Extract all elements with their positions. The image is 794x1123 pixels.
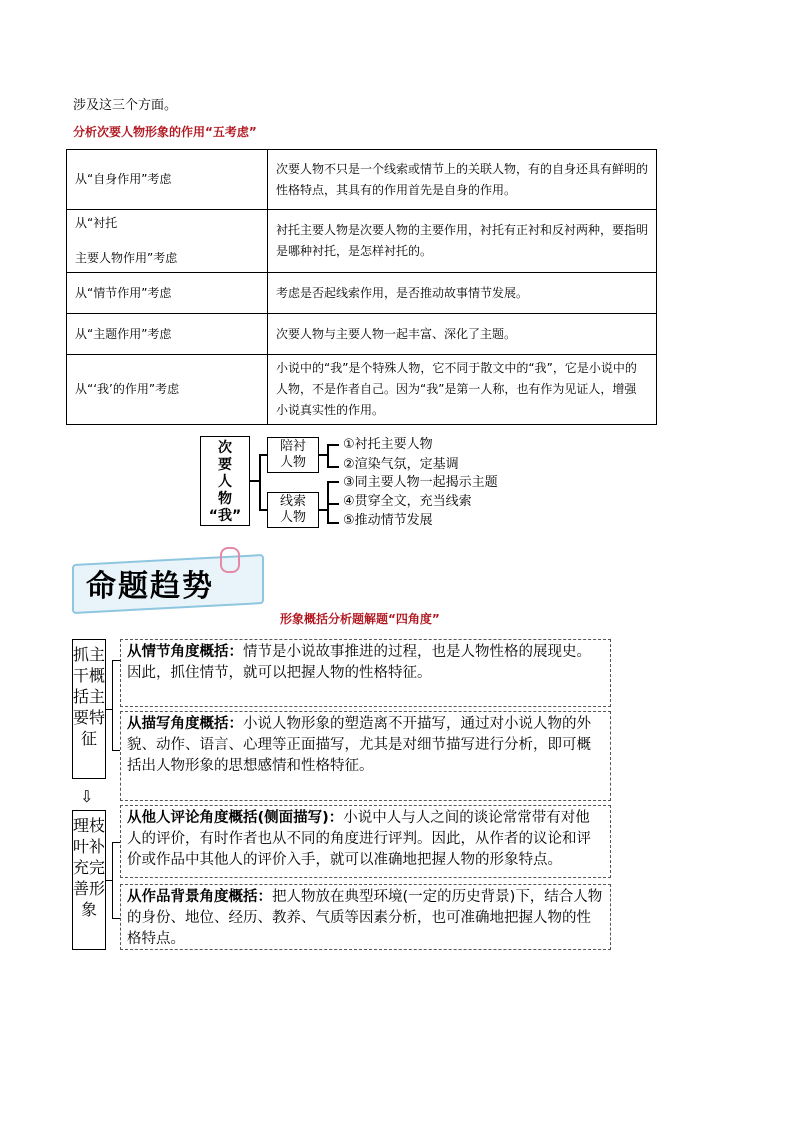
topic-trend-banner bbox=[72, 547, 264, 609]
table-label-cell: 从“自身作用”考虑 bbox=[67, 150, 268, 210]
panel-heading: 从他人评论角度概括(侧面描写)： bbox=[127, 810, 344, 826]
connector-line bbox=[112, 842, 120, 843]
panel-body: 小说人物形象的塑造离不开描写，通过对小说人物的外貌、动作、语言、心理等正面描写，尤其是对细节描写进行分析，即可概括出人物形象的思想感情和性格特征。 bbox=[127, 716, 591, 774]
mindmap-leaf: ①衬托主要人物 bbox=[343, 437, 433, 452]
connector-line bbox=[112, 842, 114, 918]
mindmap-root-char: 要 bbox=[218, 457, 232, 473]
subtitle: 形象概括分析题解题“四角度” bbox=[280, 612, 440, 626]
down-arrow-icon: ⇩ bbox=[80, 787, 94, 806]
connector-line bbox=[112, 660, 114, 750]
connector-line bbox=[327, 481, 339, 483]
table-row bbox=[67, 314, 657, 355]
mindmap-node-text: 陪衬 bbox=[279, 439, 306, 454]
paperclip-icon bbox=[220, 547, 240, 573]
mindmap-root-char: 人 bbox=[218, 474, 232, 490]
panel-body: 情节是小说故事推进的过程，也是人物性格的展现史。因此，抓住情节，就可以把握人物的性格特征。 bbox=[127, 644, 591, 681]
panel-body: 小说中人与人之间的谈论常常带有对他人的评价，有时作者也从不同的角度进行评判。因此，从作者的议论和评价或作品中其他人的评价入手，就可以准确地把握人物的形象特点。 bbox=[127, 810, 591, 868]
mindmap-node-text: 人物 bbox=[279, 455, 306, 470]
table-label-cell: 从“情节作用”考虑 bbox=[67, 273, 268, 314]
section-title: 分析次要人物形象的作用“五考虑” bbox=[73, 125, 257, 139]
table-row bbox=[67, 355, 657, 425]
mindmap-node-text: 线索 bbox=[279, 494, 306, 509]
mindmap-node-contrast bbox=[267, 437, 319, 473]
connector-line bbox=[327, 444, 329, 467]
table-text-cell: 考虑是否起线索作用，是否推动故事情节发展。 bbox=[268, 273, 657, 314]
angle-panel-plot bbox=[120, 639, 611, 707]
table-text-cell: 次要人物不只是一个线索或情节上的关联人物，有的自身还具有鲜明的性格特点，其具有的作用首先是自身的作用。 bbox=[268, 150, 657, 210]
connector-line bbox=[112, 750, 120, 751]
table-text-cell: 次要人物与主要人物一起丰富、深化了主题。 bbox=[268, 314, 657, 355]
mindmap-node-clue bbox=[267, 492, 319, 528]
connector-line bbox=[112, 660, 120, 661]
connector-line bbox=[327, 466, 339, 468]
table-row bbox=[67, 273, 657, 314]
table-label-line: 主要人物作用”考虑 bbox=[75, 251, 178, 265]
angle-panel-comments bbox=[120, 805, 611, 878]
mindmap-root-char: 物 bbox=[218, 491, 232, 507]
table-row bbox=[67, 210, 657, 273]
mindmap-root bbox=[200, 436, 250, 526]
connector-line bbox=[327, 481, 329, 523]
table-row bbox=[67, 150, 657, 210]
side-box-main: 抓主干概括主要特征 bbox=[72, 639, 106, 779]
mindmap-leaf: ③同主要人物一起揭示主题 bbox=[343, 475, 498, 490]
connector-line bbox=[259, 454, 267, 456]
connector-line bbox=[112, 918, 120, 919]
table-label-cell bbox=[67, 210, 268, 273]
panel-heading: 从作品背景角度概括： bbox=[127, 889, 272, 905]
mindmap-leaf: ④贯穿全文，充当线索 bbox=[343, 494, 472, 509]
side-box-detail: 理枝叶补充完善形象 bbox=[72, 810, 106, 950]
angle-panel-description bbox=[120, 711, 611, 801]
mindmap-leaf: ②渲染气氛，定基调 bbox=[343, 457, 459, 472]
connector-line bbox=[327, 503, 339, 505]
angle-panel-background bbox=[120, 884, 611, 950]
five-considerations-table bbox=[66, 149, 657, 425]
table-label-cell: 从“主题作用”考虑 bbox=[67, 314, 268, 355]
mindmap-node-text: 人物 bbox=[279, 510, 306, 525]
mindmap-root-char: “我” bbox=[208, 508, 242, 524]
table-label-line: 从“衬托 bbox=[75, 216, 118, 230]
connector-line bbox=[319, 454, 327, 456]
panel-heading: 从情节角度概括： bbox=[127, 644, 243, 660]
mindmap bbox=[200, 436, 620, 531]
table-text-cell: 小说中的“我”是个特殊人物，它不同于散文中的“我”，它是小说中的人物，不是作者自己。因为“我”是第一人称，也有作为见证人，增强小说真实性的作用。 bbox=[268, 355, 657, 425]
panel-heading: 从描写角度概括： bbox=[127, 716, 243, 732]
mindmap-leaf: ⑤推动情节发展 bbox=[343, 513, 433, 528]
banner-title: 命题趋势 bbox=[86, 569, 214, 604]
intro-text: 涉及这三个方面。 bbox=[73, 98, 178, 113]
table-label-cell: 从“‘我’的作用”考虑 bbox=[67, 355, 268, 425]
mindmap-root-char: 次 bbox=[218, 440, 232, 456]
table-text-cell: 衬托主要人物是次要人物的主要作用，衬托有正衬和反衬两种，要指明是哪种衬托，是怎样衬托的。 bbox=[268, 210, 657, 273]
connector-line bbox=[327, 444, 339, 446]
panel-body: 把人物放在典型环境(一定的历史背景)下，结合人物的身份、地位、经历、教养、气质等因素分析，也可准确地把握人物的性格特点。 bbox=[127, 889, 603, 947]
connector-line bbox=[259, 509, 267, 511]
connector-line bbox=[327, 522, 339, 524]
connector-line bbox=[319, 509, 327, 511]
connector-line bbox=[259, 454, 261, 510]
